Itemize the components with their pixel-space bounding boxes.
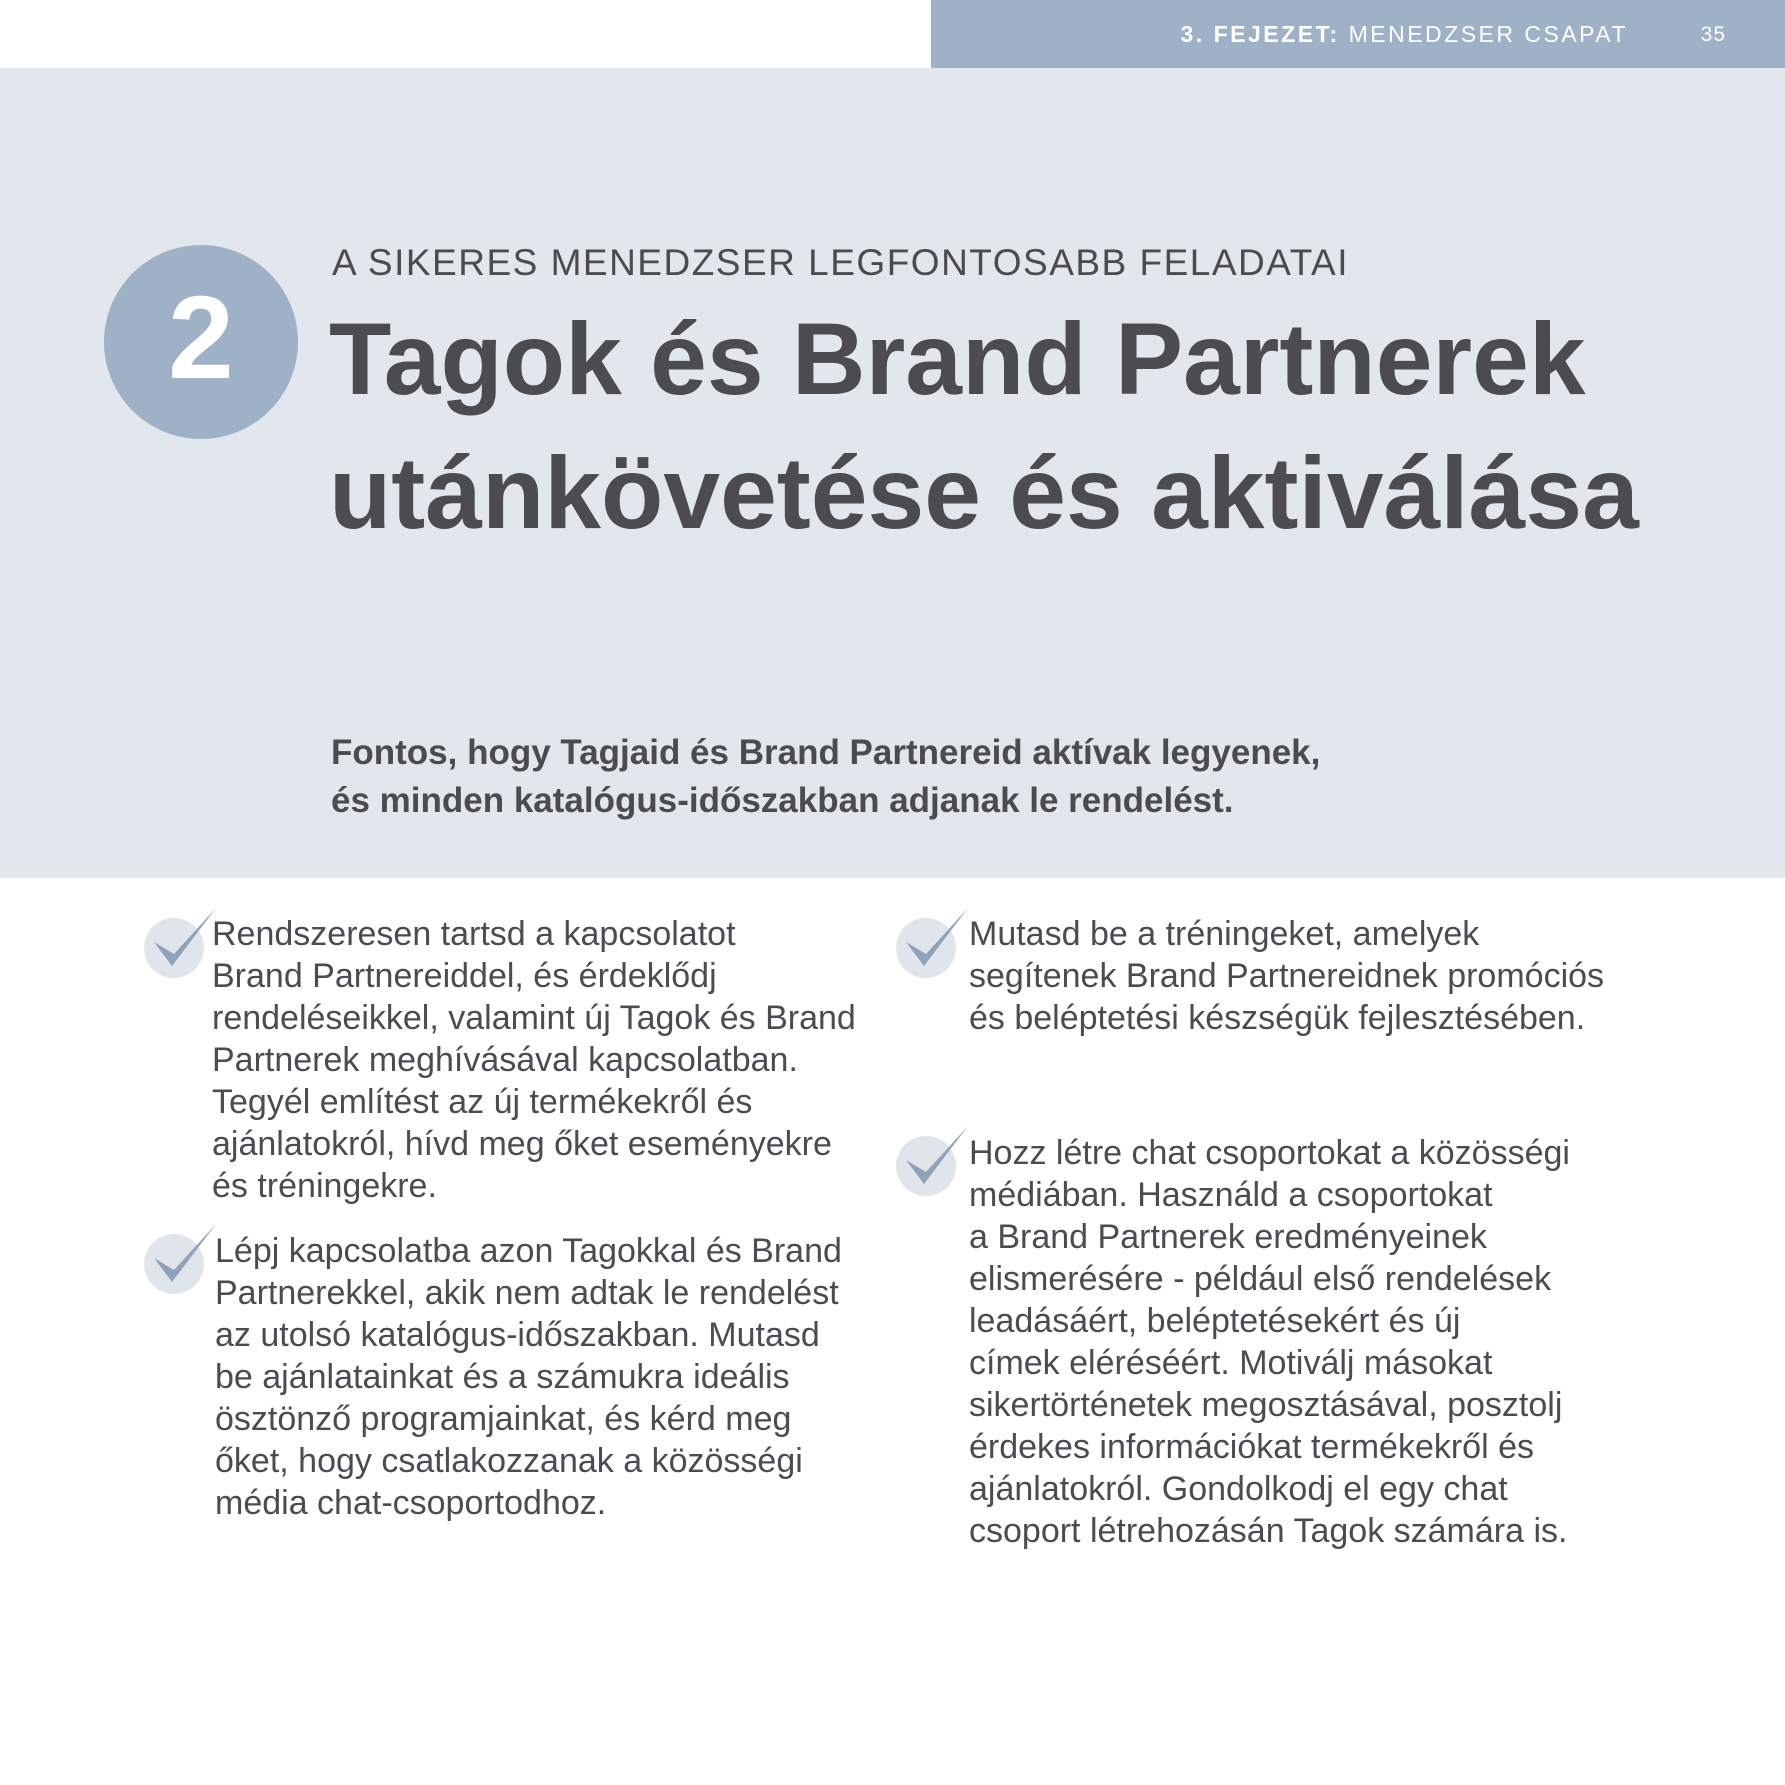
chapter-header-bar <box>931 0 1785 68</box>
section-kicker: A SIKERES MENEDZSER LEGFONTOSABB FELADATAI <box>332 242 1350 283</box>
lead-line-1: Fontos, hogy Tagjaid és Brand Partnereid aktívak legyenek, <box>331 733 1321 772</box>
lead-paragraph <box>331 729 1531 825</box>
checkmark-icon <box>140 904 218 982</box>
section-number: 2 <box>168 272 234 404</box>
list-item: Rendszeresen tartsd a kapcsolatot Brand Partnereiddel, és érdeklődj rendeléseikkel, valamint új Tagok és Brand Partnerek meghívásával kapcsolatban. Tegyél említést az új termékekről és ajánlatokról, hívd meg őket eseményekre és tréningekre. <box>212 915 856 1205</box>
section-title <box>329 292 1749 560</box>
checkmark-icon <box>892 1122 970 1200</box>
list-item: Mutasd be a tréningeket, amelyek segítenek Brand Partnereidnek promóciós és beléptetési készségük fejlesztésében. <box>969 915 1605 1037</box>
title-line-1: Tagok és Brand Partnerek <box>329 302 1586 416</box>
checkmark-icon <box>140 1220 218 1298</box>
list-item: Lépj kapcsolatba azon Tagokkal és Brand Partnerekkel, akik nem adtak le rendelést az utolsó katalógus-időszakban. Mutasd be ajánlatainkat és a számukra ideális ösztönző programjainkat, és kérd meg őket, hogy csatlakozzanak a közösségi média chat-csoportodhoz. <box>215 1232 842 1522</box>
chapter-title: 3. FEJEZET: MENEDZSER CSAPAT <box>1180 21 1628 47</box>
page-number: 35 <box>1700 23 1726 46</box>
lead-line-2: és minden katalógus-időszakban adjanak le rendelést. <box>331 781 1234 820</box>
section-number-badge <box>104 245 298 439</box>
title-line-2: utánkövetése és aktiválása <box>329 436 1639 550</box>
list-item: Hozz létre chat csoportokat a közösségi médiában. Használd a csoportokat a Brand Partnerek eredményeinek elismerésére - például első rendelések leadásáért, beléptetésekért és új címek eléréséért. Motiválj másokat sikertörténetek megosztásával, posztolj érdekes információkat termékekről és ajánlatokról. Gondolkodj el egy chat csoport létrehozásán Tagok számára is. <box>969 1134 1570 1550</box>
checkmark-icon <box>892 904 970 982</box>
